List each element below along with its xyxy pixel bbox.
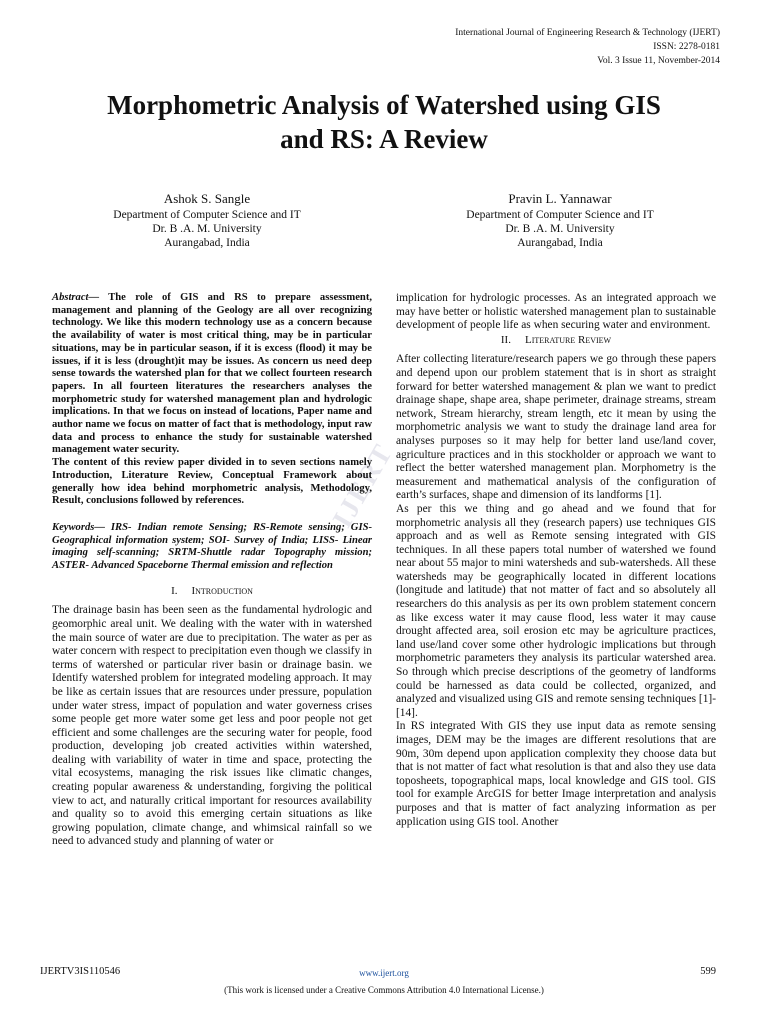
introduction-text: The drainage basin has been seen as the fundamental hydrologic and geomorphic areal unit. We dealing with the water with in watershed the main source of water are due to precipitation. The water as per as water concern with respect to precipitation even though we classify in terms of watershed or particular river basin or drainage basin. we Identify watershed problem for integrated modeling approach. It may be like as certain issues that are resources under pressure, population under water stress, impact of population and water governess crises some people get more water some get less and poor people not get efficient and some challenges are the securing water for people, food production, developing job created activities within watershed, dealing with variability of water in time and space, protecting the vital ecosystems, managing the risk issues like climatic changes, creating popular awareness & understanding, forgiving the political view to act, and naturally critical important for resources availability and quality so to avoid this emerging certain situations as like growing population, climate change, and whimsical rainfall so we need to advanced study and planning of water or [52, 604, 372, 848]
section-number: I. [171, 584, 178, 597]
author-name: Ashok S. Sangle [163, 191, 251, 206]
title-line-1: Morphometric Analysis of Watershed using GIS [107, 90, 661, 120]
section-title: Literature Review [524, 333, 612, 346]
abstract-text: The role of GIS and RS to prepare assessment, management and planning of the Geology are all over recognizing technology. We like this modern technology use as a concern because the availability of water is most critical thing, may be in particular situations, may be in particular season, if it is excess (flood) it may be issues, if it is less (drought)it may be issues. As concern us need deep sense towards the watershed plan for that we collect fourteen research papers. In all fourteen literatures the researchers analyses the morphometric study for watershed management plan and hydrologic implications. In that we focus on instead of locations, Paper name and author name we focus on matter of fact that is methodology, input raw data and process to enhance the study for sustainable watershed management water security. [52, 292, 372, 456]
section-heading-literature-review [396, 334, 716, 348]
left-column [52, 292, 372, 849]
author-block-1 [57, 192, 357, 250]
author-dept: Department of Computer Science and IT [113, 209, 301, 221]
journal-issn: ISSN: 2278-0181 [653, 42, 720, 52]
journal-volume: Vol. 3 Issue 11, November-2014 [597, 56, 720, 66]
author-name: Pravin L. Yannawar [508, 191, 612, 206]
section-title: Introduction [191, 584, 253, 597]
section-number: II. [500, 333, 511, 346]
author-city: Aurangabad, India [517, 237, 603, 249]
intro-continued: implication for hydrologic processes. As an integrated approach we may have better or holistic watershed management plan to sustainable development of people life as when securing water and environment. [396, 292, 716, 332]
section-heading-introduction [52, 585, 372, 599]
watermark: IJERT [327, 438, 400, 534]
paper-title [40, 88, 728, 156]
keywords-label: Keywords— [52, 521, 105, 533]
keywords [52, 522, 372, 573]
keywords-text: IRS- Indian remote Sensing; RS-Remote sensing; GIS- Geographical information system; SOI- Survey of India; LISS- Linear imaging self-scanning; SRTM-Shuttle radar Topography mission; ASTER- Advanced Spaceborne Thermal emission and reflection [52, 521, 372, 572]
abstract [52, 292, 372, 457]
author-univ: Dr. B .A. M. University [505, 223, 615, 235]
author-city: Aurangabad, India [164, 237, 250, 249]
footer-page-number: 599 [700, 966, 716, 977]
literature-paragraph-3: In RS integrated With GIS they use input data as remote sensing images, DEM may be the images are different resolutions that are 90m, 30m depend upon application complexity they choose data but that is not matter of fact what resolution is that and also they use data toposheets, topographical maps, local knowledge and GIS tool. GIS tool for example ArcGIS for better Image interpretation and analysis purposes and that is matter of fact analyzing information as per application using GIS tool. Another [396, 720, 716, 828]
footer-paper-id: IJERTV3IS110546 [40, 966, 121, 977]
literature-paragraph-2: As per this we thing and go ahead and we found that for morphometric analysis all they (research papers) use techniques GIS approach and as well as Remote sensing integrated with GIS techniques. In all these papers total number of watershed we found near about 55 major to mini watersheds and sub-watersheds. All these watersheds may be geographically located in different locations (longitude and latitude) that not matter of fact and so absolutely all researchers do this analysis as per its own problem statement concern as like excess water it may cause flood, less water it may cause drought affected area, soil erosion etc may be agriculture practices, land use/land cover some other hydrologic implications but through morphometric parameters they analysis its particular watershed area. So through which precise descriptions of the geometry of landforms could be harnessed as data could be collected, organized, and analyzed and visualized using GIS and remote sensing techniques [1]-[14]. [396, 502, 716, 719]
footer-license: (This work is licensed under a Creative Commons Attribution 4.0 International License.) [224, 985, 544, 995]
author-block-2 [410, 192, 710, 250]
abstract-text-2: The content of this review paper divided in to seven sections namely Introduction, Literature Review, Conceptual Framework about generally how idea behind morphometric analysis, Methodology, Result, conclusions followed by references. [52, 457, 372, 507]
abstract-label: Abstract— [52, 292, 100, 303]
journal-name: International Journal of Engineering Research & Technology (IJERT) [455, 28, 720, 38]
footer-site-link[interactable]: www.ijert.org [359, 968, 409, 978]
right-column [396, 292, 716, 829]
author-univ: Dr. B .A. M. University [152, 223, 262, 235]
literature-paragraph-1: After collecting literature/research papers we go through these papers and depend upon our problem statement that is in short as straight forward for better watershed management & plan we want to predict drainage shape, shape area, shape perimeter, drainage streams, stream network, Stream hierarchy, stream length, etc it mean by using the morphometric analysis we want to study the drainage land area for analyses purposes so it may help for better land use/land cover, agriculture practices and in this stockholder or approach we want to reflect the better watershed management plan. Morphometry is the measurement and mathematical analysis of the configuration of earth’s surfaces, shape and dimension of its landforms [1]. [396, 353, 716, 502]
author-dept: Department of Computer Science and IT [466, 209, 654, 221]
title-line-2: and RS: A Review [280, 124, 488, 154]
